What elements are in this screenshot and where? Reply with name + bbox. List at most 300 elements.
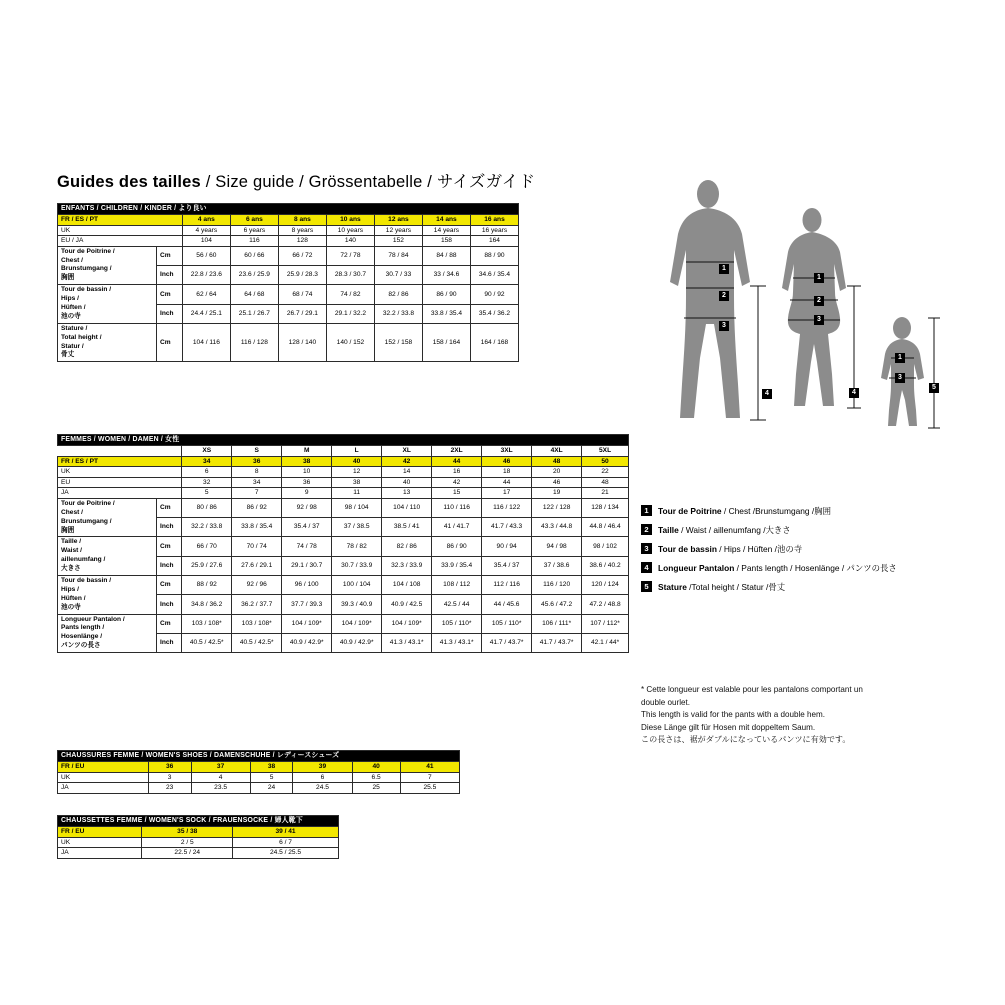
value-cell: 4 [191,772,250,783]
table-row [58,772,460,783]
table-row [58,537,629,556]
row-label: UK [58,467,182,478]
value-cell: 30.7 / 33 [374,265,422,284]
value-cell: 37.7 / 39.3 [282,595,332,614]
value-cell: 116 / 120 [532,575,582,594]
value-cell: 6 / 7 [233,837,339,848]
value-cell: 86 / 92 [232,498,282,517]
row-label: UK [58,837,142,848]
value-cell: 24 [250,783,293,794]
measurement-label: Taille / Waist / aillenumfang / 大きさ [58,537,157,576]
value-cell: 98 / 104 [332,498,382,517]
value-cell: 18 [482,467,532,478]
table-row [58,477,629,488]
legend-translation: /Total height / Statur /骨丈 [686,581,786,592]
value-cell: 116 / 128 [230,323,278,362]
legend-number-badge: 5 [641,581,652,592]
size-cell: 8 ans [278,214,326,225]
value-cell: 3 [148,772,191,783]
footnote-line-4: Diese Länge gilt für Hosen mit doppeltem Saum. [641,722,816,732]
unit-cell: Inch [157,556,182,575]
value-cell: 13 [382,488,432,499]
value-cell: 104 / 108 [382,575,432,594]
value-cell: 6 [182,467,232,478]
size-letter-cell: S [232,445,282,456]
women-shoes-table [57,750,460,794]
value-cell: 16 [432,467,482,478]
value-cell: 19 [532,488,582,499]
value-cell: 7 [232,488,282,499]
size-row [58,761,460,772]
value-cell: 41.7 / 43.7* [482,633,532,652]
unit-cell: Inch [157,265,183,284]
unit-cell: Cm [157,537,182,556]
man-silhouette [670,180,750,418]
size-cell: 10 ans [326,214,374,225]
value-cell: 140 / 152 [326,323,374,362]
table-row [58,498,629,517]
value-cell: 116 [230,236,278,247]
size-row-label: FR / EU [58,761,149,772]
legend-number-badge: 4 [641,562,652,573]
figure-badge-man-4: 4 [762,389,772,399]
value-cell: 82 / 86 [374,285,422,304]
value-cell: 72 / 78 [326,246,374,265]
size-row-label: FR / EU [58,826,142,837]
empty-cell [58,445,182,456]
value-cell: 34 [232,477,282,488]
children-table-header: ENFANTS / CHILDREN / KINDER / より良い [58,204,519,215]
size-cell: 16 ans [470,214,518,225]
footnote-line-5: この長さは、裾がダブルになっているパンツに有効です。 [641,735,851,745]
value-cell: 40.9 / 42.9* [282,633,332,652]
value-cell: 39.3 / 40.9 [332,595,382,614]
table-row [58,323,519,362]
unit-cell: Cm [157,323,183,362]
table-row [58,246,519,265]
table-row [58,575,629,594]
measurement-legend [641,505,897,600]
value-cell: 8 [232,467,282,478]
value-cell: 106 / 111* [532,614,582,633]
value-cell: 152 / 158 [374,323,422,362]
value-cell: 32.2 / 33.8 [182,518,232,537]
value-cell: 23 [148,783,191,794]
value-cell: 128 / 134 [582,498,629,517]
value-cell: 104 / 109* [332,614,382,633]
value-cell: 94 / 98 [532,537,582,556]
value-cell: 110 / 116 [432,498,482,517]
row-label: UK [58,225,183,236]
size-letter-cell: M [282,445,332,456]
value-cell: 92 / 96 [232,575,282,594]
women-socks-table [57,815,339,859]
value-cell: 164 / 168 [470,323,518,362]
value-cell: 6 [293,772,352,783]
value-cell: 164 [470,236,518,247]
unit-cell: Cm [157,614,182,633]
value-cell: 28.3 / 30.7 [326,265,374,284]
value-cell: 104 / 110 [382,498,432,517]
figure-badge-woman-3: 3 [814,315,824,325]
value-cell: 42 [432,477,482,488]
size-cell: 4 ans [182,214,230,225]
legend-term: Longueur Pantalon [658,562,735,573]
value-cell: 22.5 / 24 [142,848,233,859]
value-cell: 104 [182,236,230,247]
value-cell: 78 / 84 [374,246,422,265]
value-cell: 7 [400,772,459,783]
value-cell: 33.8 / 35.4 [232,518,282,537]
value-cell: 104 / 109* [382,614,432,633]
child-silhouette [881,317,924,426]
figure-badge-child-3: 3 [895,373,905,383]
value-cell: 116 / 122 [482,498,532,517]
silhouettes-illustration [630,178,970,478]
value-cell: 27.6 / 29.1 [232,556,282,575]
value-cell: 44.8 / 46.4 [582,518,629,537]
legend-number-badge: 3 [641,543,652,554]
value-cell: 40.5 / 42.5* [232,633,282,652]
value-cell: 37 / 38.5 [332,518,382,537]
size-letter-cell: 4XL [532,445,582,456]
legend-translation: / Hips / Hüften /池の寺 [716,543,803,554]
table-header-row [58,816,339,827]
value-cell: 25.1 / 26.7 [230,304,278,323]
figure-badge-man-3: 3 [719,321,729,331]
row-label: EU / JA [58,236,183,247]
figure-badge-man-2: 2 [719,291,729,301]
legend-item [641,581,897,594]
value-cell: 35.4 / 36.2 [470,304,518,323]
value-cell: 122 / 128 [532,498,582,517]
size-cell: 41 [400,761,459,772]
figure-badge-woman-2: 2 [814,296,824,306]
value-cell: 70 / 74 [232,537,282,556]
value-cell: 22.8 / 23.6 [182,265,230,284]
page-title-rest: / Size guide / Grössentabelle / サイズガイド [200,173,536,191]
legend-term: Tour de Poitrine [658,506,722,516]
table-row [58,848,339,859]
measurement-label: Longueur Pantalon / Pants length / Hosenlänge / パンツの長さ [58,614,157,653]
size-cell: 44 [432,456,482,467]
value-cell: 33.9 / 35.4 [432,556,482,575]
value-cell: 41.7 / 43.7* [532,633,582,652]
legend-item [641,562,897,575]
size-row-label: FR / ES / PT [58,456,182,467]
value-cell: 60 / 66 [230,246,278,265]
value-cell: 6 years [230,225,278,236]
value-cell: 12 [332,467,382,478]
unit-cell: Inch [157,595,182,614]
value-cell: 25.9 / 27.6 [182,556,232,575]
legend-number-badge: 1 [641,505,652,516]
value-cell: 46 [532,477,582,488]
table-row [58,467,629,478]
value-cell: 22 [582,467,629,478]
size-cell: 46 [482,456,532,467]
value-cell: 40 [382,477,432,488]
value-cell: 107 / 112* [582,614,629,633]
value-cell: 68 / 74 [278,285,326,304]
value-cell: 34.8 / 36.2 [182,595,232,614]
unit-cell: Inch [157,304,183,323]
value-cell: 41.3 / 43.1* [432,633,482,652]
value-cell: 86 / 90 [432,537,482,556]
value-cell: 41.3 / 43.1* [382,633,432,652]
value-cell: 103 / 108* [182,614,232,633]
value-cell: 86 / 90 [422,285,470,304]
unit-cell: Cm [157,498,182,517]
size-row [58,826,339,837]
value-cell: 14 [382,467,432,478]
size-cell: 36 [232,456,282,467]
value-cell: 32.3 / 33.9 [382,556,432,575]
value-cell: 100 / 104 [332,575,382,594]
value-cell: 26.7 / 29.1 [278,304,326,323]
table-header-row [58,751,460,762]
row-label: EU [58,477,182,488]
value-cell: 105 / 110* [432,614,482,633]
size-cell: 39 [293,761,352,772]
value-cell: 33.8 / 35.4 [422,304,470,323]
value-cell: 47.2 / 48.8 [582,595,629,614]
table-header-row [58,435,629,446]
value-cell: 158 [422,236,470,247]
woman-silhouette [782,208,846,406]
value-cell: 96 / 100 [282,575,332,594]
value-cell: 17 [482,488,532,499]
legend-translation: / Pants length / Hosenlänge / パンツの長さ [734,562,897,573]
size-cell: 37 [191,761,250,772]
value-cell: 80 / 86 [182,498,232,517]
legend-item [641,543,897,556]
women-table-header: FEMMES / WOMEN / DAMEN / 女性 [58,435,629,446]
value-cell: 84 / 88 [422,246,470,265]
women-size-table [57,434,629,653]
value-cell: 105 / 110* [482,614,532,633]
value-cell: 48 [582,477,629,488]
value-cell: 128 [278,236,326,247]
value-cell: 140 [326,236,374,247]
value-cell: 36.2 / 37.7 [232,595,282,614]
legend-item [641,505,897,518]
row-label: JA [58,488,182,499]
size-cell: 39 / 41 [233,826,339,837]
value-cell: 40.9 / 42.9* [332,633,382,652]
value-cell: 104 / 109* [282,614,332,633]
value-cell: 5 [182,488,232,499]
value-cell: 120 / 124 [582,575,629,594]
value-cell: 25.9 / 28.3 [278,265,326,284]
legend-term: Taille [658,524,679,535]
size-cell: 38 [282,456,332,467]
value-cell: 64 / 68 [230,285,278,304]
value-cell: 152 [374,236,422,247]
page-title [57,168,535,192]
value-cell: 90 / 94 [482,537,532,556]
value-cell: 45.6 / 47.2 [532,595,582,614]
value-cell: 36 [282,477,332,488]
value-cell: 43.3 / 44.8 [532,518,582,537]
value-cell: 78 / 82 [332,537,382,556]
value-cell: 40.5 / 42.5* [182,633,232,652]
size-letter-cell: XL [382,445,432,456]
value-cell: 66 / 70 [182,537,232,556]
value-cell: 23.6 / 25.9 [230,265,278,284]
table-row [58,488,629,499]
size-cell: 12 ans [374,214,422,225]
value-cell: 5 [250,772,293,783]
value-cell: 30.7 / 33.9 [332,556,382,575]
legend-translation: / Waist / aillenumfang /大きさ [678,524,791,535]
table-row [58,285,519,304]
unit-cell: Inch [157,633,182,652]
value-cell: 98 / 102 [582,537,629,556]
value-cell: 11 [332,488,382,499]
value-cell: 38.6 / 40.2 [582,556,629,575]
footnote-line-3: This length is valid for the pants with a double hem. [641,710,826,720]
shoes-table-header: CHAUSSURES FEMME / WOMEN'S SHOES / DAMENSCHUHE / レディースシューズ [58,751,460,762]
value-cell: 82 / 86 [382,537,432,556]
size-letter-row [58,445,629,456]
legend-number-badge: 2 [641,524,652,535]
value-cell: 40.9 / 42.5 [382,595,432,614]
value-cell: 88 / 92 [182,575,232,594]
size-cell: 38 [250,761,293,772]
measurement-label: Tour de Poitrine / Chest / Brunstumgang / 胸囲 [58,246,157,285]
value-cell: 10 [282,467,332,478]
value-cell: 15 [432,488,482,499]
figure-badge-woman-4: 4 [849,388,859,398]
legend-item [641,524,897,537]
table-row [58,236,519,247]
table-row [58,783,460,794]
value-cell: 90 / 92 [470,285,518,304]
table-row [58,837,339,848]
value-cell: 41.7 / 43.3 [482,518,532,537]
table-row [58,614,629,633]
figure-badge-man-1: 1 [719,264,729,274]
measurement-label: Tour de Poitrine / Chest / Brunstumgang / 胸囲 [58,498,157,537]
row-label: JA [58,848,142,859]
value-cell: 108 / 112 [432,575,482,594]
value-cell: 74 / 78 [282,537,332,556]
socks-table-header: CHAUSSETTES FEMME / WOMEN'S SOCK / FRAUENSOCKE / 婦人靴下 [58,816,339,827]
value-cell: 41 / 41.7 [432,518,482,537]
size-cell: 48 [532,456,582,467]
row-label: JA [58,783,149,794]
value-cell: 112 / 116 [482,575,532,594]
size-row [58,214,519,225]
size-row [58,456,629,467]
value-cell: 12 years [374,225,422,236]
value-cell: 32 [182,477,232,488]
value-cell: 42.1 / 44* [582,633,629,652]
value-cell: 66 / 72 [278,246,326,265]
value-cell: 104 / 116 [182,323,230,362]
value-cell: 38 [332,477,382,488]
value-cell: 62 / 64 [182,285,230,304]
value-cell: 158 / 164 [422,323,470,362]
value-cell: 92 / 98 [282,498,332,517]
value-cell: 21 [582,488,629,499]
value-cell: 23.5 [191,783,250,794]
value-cell: 9 [282,488,332,499]
size-cell: 40 [352,761,400,772]
table-row [58,225,519,236]
size-cell: 14 ans [422,214,470,225]
size-cell: 34 [182,456,232,467]
size-cell: 50 [582,456,629,467]
value-cell: 2 / 5 [142,837,233,848]
measurement-label: Tour de bassin / Hips / Hüften / 池の寺 [58,285,157,324]
figure-badge-child-5: 5 [929,383,939,393]
value-cell: 33 / 34.6 [422,265,470,284]
value-cell: 38.5 / 41 [382,518,432,537]
value-cell: 20 [532,467,582,478]
page-title-bold: Guides des tailles [57,173,201,191]
table-header-row [58,204,519,215]
size-cell: 42 [382,456,432,467]
footnote-line-1: * Cette longueur est valable pour les pantalons comportant un [641,685,863,694]
value-cell: 74 / 82 [326,285,374,304]
size-letter-cell: L [332,445,382,456]
value-cell: 4 years [182,225,230,236]
value-cell: 103 / 108* [232,614,282,633]
row-label: UK [58,772,149,783]
value-cell: 34.6 / 35.4 [470,265,518,284]
size-letter-cell: 2XL [432,445,482,456]
unit-cell: Inch [157,518,182,537]
legend-translation: / Chest /Brunstumgang /胸囲 [721,506,831,516]
value-cell: 24.5 [293,783,352,794]
value-cell: 44 / 45.6 [482,595,532,614]
unit-cell: Cm [157,285,183,304]
size-letter-cell: 3XL [482,445,532,456]
measurement-label: Tour de bassin / Hips / Hüften / 池の寺 [58,575,157,614]
footnote [641,684,863,747]
unit-cell: Cm [157,246,183,265]
size-cell: 35 / 38 [142,826,233,837]
size-cell: 6 ans [230,214,278,225]
size-row-label: FR / ES / PT [58,214,183,225]
legend-term: Tour de bassin [658,543,717,554]
value-cell: 35.4 / 37 [482,556,532,575]
size-letter-cell: 5XL [582,445,629,456]
size-cell: 40 [332,456,382,467]
value-cell: 8 years [278,225,326,236]
value-cell: 16 years [470,225,518,236]
legend-term: Stature [658,581,687,592]
value-cell: 35.4 / 37 [282,518,332,537]
value-cell: 10 years [326,225,374,236]
footnote-line-2: double ourlet. [641,697,691,707]
value-cell: 29.1 / 32.2 [326,304,374,323]
value-cell: 6.5 [352,772,400,783]
measurement-label: Stature / Total height / Statur / 骨丈 [58,323,157,362]
value-cell: 25 [352,783,400,794]
value-cell: 37 / 38.6 [532,556,582,575]
value-cell: 25.5 [400,783,459,794]
value-cell: 14 years [422,225,470,236]
value-cell: 128 / 140 [278,323,326,362]
value-cell: 44 [482,477,532,488]
children-size-table [57,203,519,362]
value-cell: 24.4 / 25.1 [182,304,230,323]
figure-badge-child-1: 1 [895,353,905,363]
figure-badge-woman-1: 1 [814,273,824,283]
